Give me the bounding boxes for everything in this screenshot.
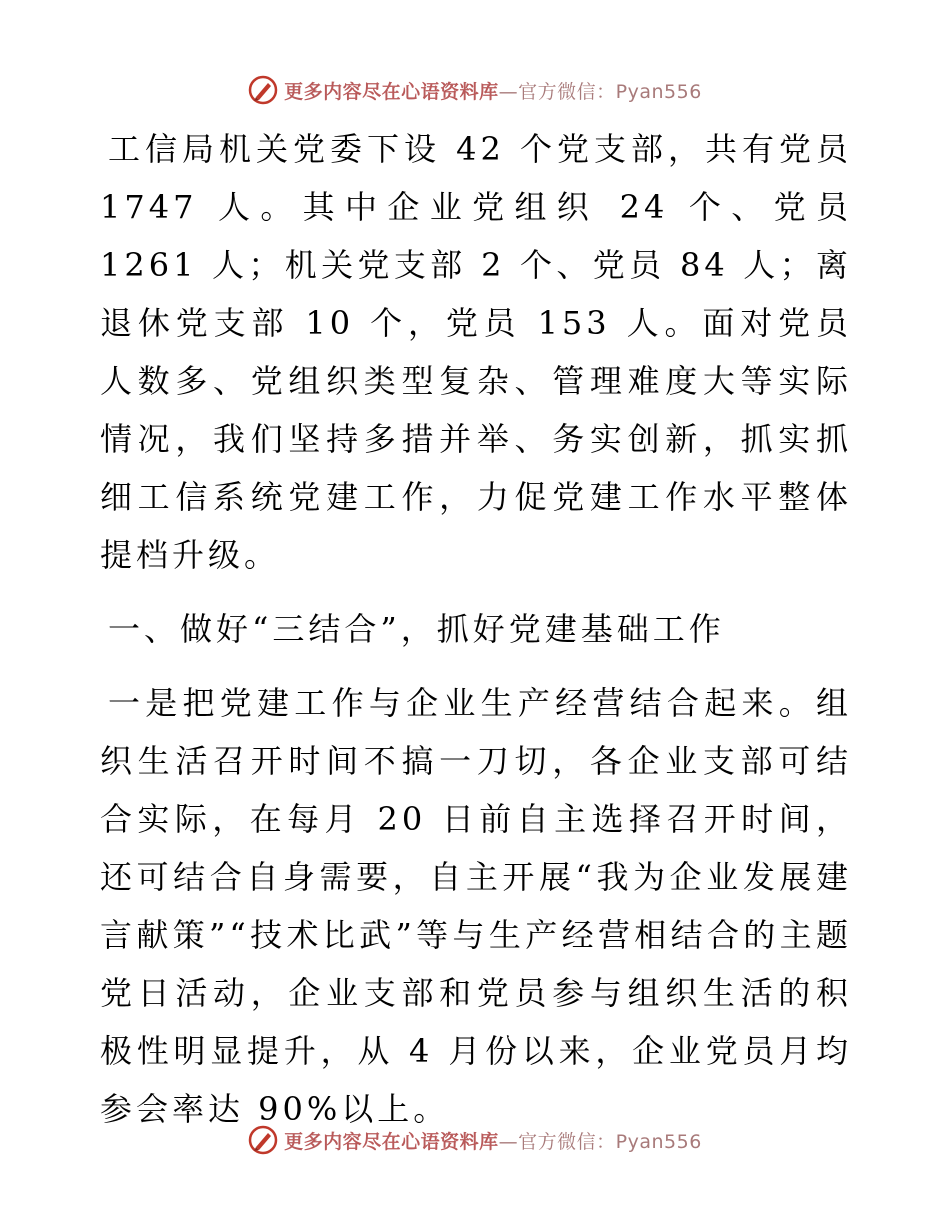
watermark-text: [284, 77, 702, 104]
watermark-bottom: [0, 1120, 950, 1160]
section-heading: 一、做好“三结合”，抓好党建基础工作: [108, 610, 725, 648]
watermark-prefix: 更多内容尽在心语资料库: [284, 1130, 499, 1153]
watermark-prefix: 更多内容尽在心语资料库: [284, 80, 499, 103]
document-body: [100, 120, 852, 1138]
pen-logo-icon: [248, 1125, 278, 1155]
paragraph-intro: 工信局机关党委下设 42 个党支部，共有党员 1747 人。其中企业党组织 24 个、党员 1261 人；机关党支部 2 个、党员 84 人；离退休党支部 10 个，党员 153 人。面对党员人数多、党组织类型复杂、管理难度大等实际情况，我们坚持多措并举、务实创新，抓实抓细工信系统党建工作，力促党建工作水平整体提档升级。: [100, 130, 852, 574]
watermark-top: [0, 70, 950, 110]
watermark-text: [284, 1127, 702, 1154]
watermark-suffix: —官方微信：Pyan556: [498, 1130, 702, 1153]
paragraph-point-one: 一是把党建工作与企业生产经营结合起来。组织生活召开时间不搞一刀切，各企业支部可结合实际，在每月 20 日前自主选择召开时间，还可结合自身需要，自主开展“我为企业发展建言献策”“技术比武”等与生产经营相结合的主题党日活动，企业支部和党员参与组织生活的积极性明显提升，从 4 月份以来，企业党员月均参会率达 90%以上。: [100, 684, 852, 1128]
watermark-suffix: —官方微信：Pyan556: [498, 80, 702, 103]
pen-logo-icon: [248, 75, 278, 105]
